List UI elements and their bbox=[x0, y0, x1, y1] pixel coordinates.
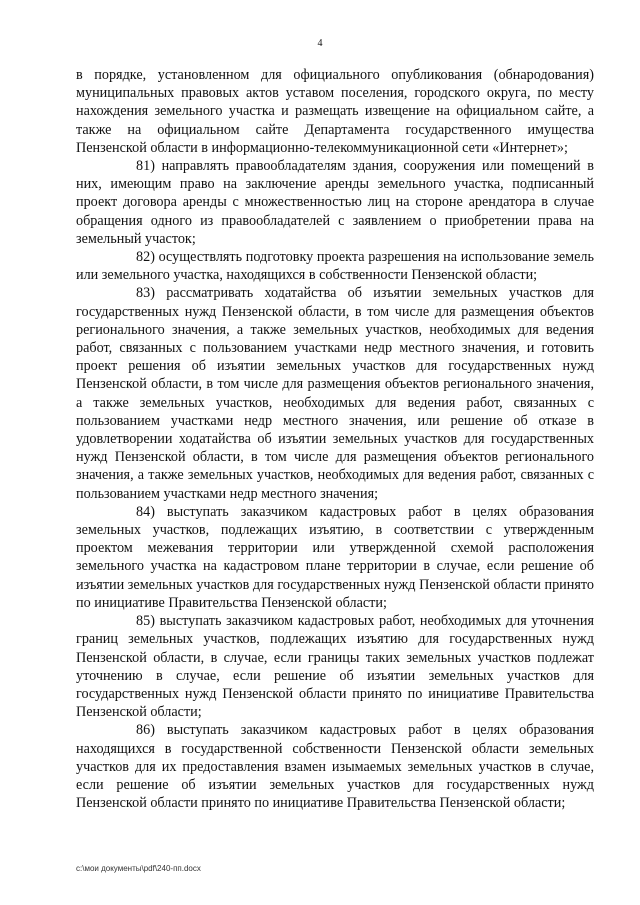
paragraph-text: направлять правообладателям здания, сооружения или помещений в них, имеющим право на заключение аренды земельного участка, подписанный проект договора аренды с множественностью лиц на стороне арендатора в случае обращения одного из правообладателей с заявлением о приобретении права на земельный участок; bbox=[76, 158, 594, 247]
document-body bbox=[76, 66, 594, 812]
paragraph-text: в порядке, установленном для официального опубликования (обнародования) муниципальных правовых актов уставом поселения, городского округа, по месту нахождения земельного участка и размещать извещение на официальном сайте, а также на официальном сайте Департамента государственного имущества Пензенской области в информационно-телекоммуникационной сети «Интернет»; bbox=[76, 67, 594, 156]
paragraph-number: 84) bbox=[136, 503, 155, 520]
paragraph-85 bbox=[76, 612, 594, 721]
paragraph-number: 86) bbox=[136, 722, 155, 739]
paragraph-text: осуществлять подготовку проекта разрешения на использование земель или земельного участка, находящихся в собственности Пензенской области; bbox=[76, 249, 594, 284]
paragraph-text: выступать заказчиком кадастровых работ в целях образования земельных участков, подлежащих изъятию, в соответствии с утвержденным проектом межевания территории или утвержденной схемой расположения земельного участка на кадастровом плане территории в случае, если решение об изъятии земельных участков для государственных нужд Пензенской области принято по инициативе Правительства Пензенской области; bbox=[76, 503, 594, 611]
page-number: 4 bbox=[317, 38, 323, 49]
paragraph-84 bbox=[76, 503, 594, 612]
paragraph-number: 83) bbox=[136, 285, 155, 302]
paragraph-text: рассматривать ходатайства об изъятии земельных участков для государственных нужд Пензенской области, в том числе для размещения объектов регионального значения, а также земельных участков, необходимых для ведения работ, связанных с пользованием участками недр местного значения, и готовить проект решения об изъятии земельных участков для государственных нужд Пензенской области, в том числе для размещения объектов регионального значения, а также земельных участков, необходимых для ведения работ, связанных с пользованием участками недр местного значения, или решение об отказе в удовлетворении ходатайства об изъятии земельных участков для государственных нужд Пензенской области, в том числе для размещения объектов регионального значения, а также земельных участков, необходимых для ведения работ, связанных с пользованием участками недр местного значения; bbox=[76, 285, 595, 502]
paragraph-continuation bbox=[76, 66, 594, 157]
paragraph-number: 82) bbox=[136, 249, 155, 266]
paragraph-number: 85) bbox=[136, 613, 155, 630]
paragraph-86 bbox=[76, 721, 594, 812]
paragraph-text: выступать заказчиком кадастровых работ в целях образования находящихся в государственной собственности Пензенской области земельных участков для их предоставления взамен изымаемых земельных участков в случае, если решение об изъятии земельных участков для государственных нужд Пензенской области принято по инициативе Правительства Пензенской области; bbox=[76, 722, 594, 812]
paragraph-83 bbox=[76, 284, 594, 502]
paragraph-text: выступать заказчиком кадастровых работ, необходимых для уточнения границ земельных участков, подлежащих изъятию для государственных нужд Пензенской области, в случае, если границы таких земельных участков подлежат уточнению в случае, если решение об изъятии земельных участков для государственных нужд Пензенской области принято по инициативе Правительства Пензенской области; bbox=[76, 613, 594, 721]
footer-file-path: c:\мои документы\pdf\240-пп.docx bbox=[76, 864, 201, 873]
paragraph-81 bbox=[76, 157, 594, 248]
paragraph-number: 81) bbox=[136, 158, 155, 175]
paragraph-82 bbox=[76, 248, 594, 284]
